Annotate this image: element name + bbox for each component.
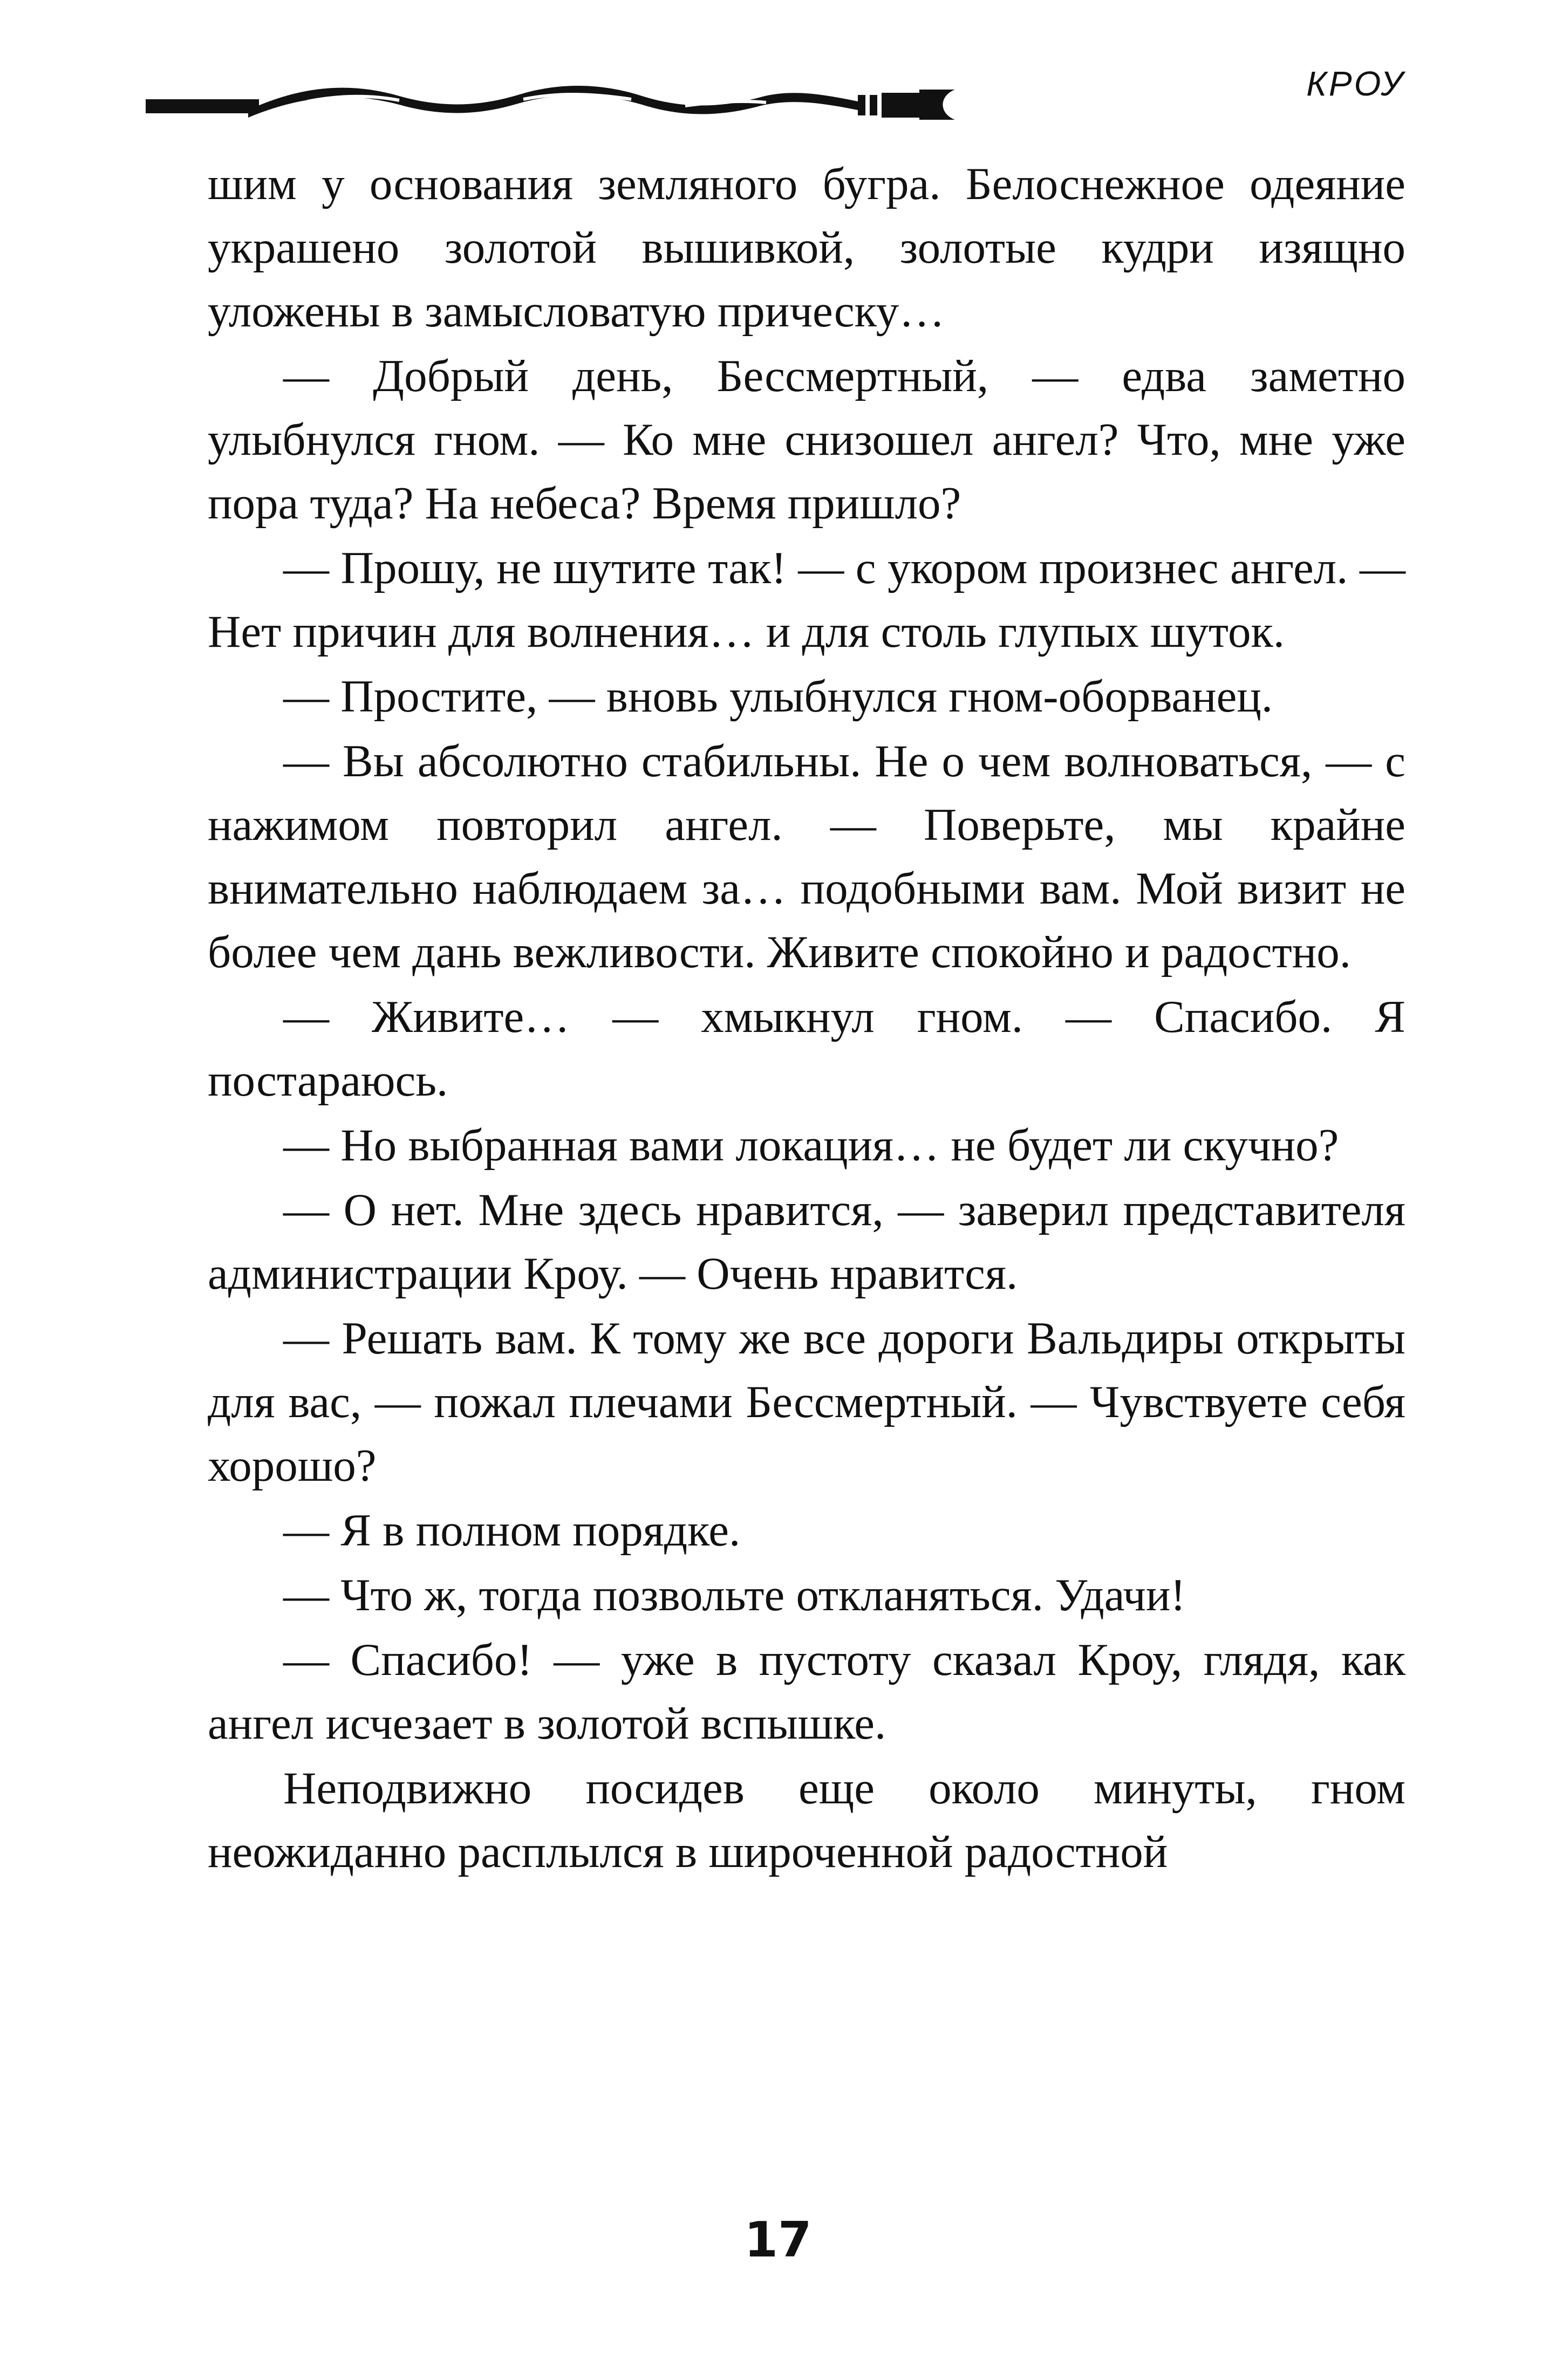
- page-number: 17: [744, 2212, 812, 2268]
- paragraph: — О нет. Мне здесь нравится, — заверил представителя администрации Кроу. — Очень нравится.: [208, 1185, 1405, 1299]
- paragraph: шим у основания земляного бугра. Белоснежное одеяние украшено золотой вышивкой, золотые кудри изящно уложены в замысловатую прическу…: [208, 159, 1405, 337]
- paragraph: — Я в полном порядке.: [283, 1505, 741, 1556]
- ornament-ferrule-3: [882, 93, 919, 118]
- ornament-bar-left: [146, 99, 259, 113]
- ornament-ferrule-1: [858, 95, 865, 115]
- running-head-title: КРОУ: [1306, 64, 1405, 103]
- paragraph: Неподвижно посидев еще около минуты, гном неожиданно расплылся в широченной радостной: [208, 1763, 1405, 1877]
- paragraph: — Вы абсолютно стабильны. Не о чем волноваться, — с нажимом повторил ангел. — Поверьте, мы крайне внимательно наблюдаем за… подобными вам. Мой визит не более чем дань вежливости. Живите спокойно и радостно.: [208, 736, 1405, 977]
- paragraph: — Что ж, тогда позвольте откланяться. Удачи!: [283, 1570, 1186, 1620]
- ornament-highlights: [308, 94, 766, 106]
- page-body-text: [208, 152, 1405, 1885]
- ornament-end-cap: [919, 90, 955, 120]
- ornament-braid: [248, 86, 858, 118]
- ornament-ferrule-2: [870, 95, 877, 115]
- paragraph: — Прошу, не шутите так! — с укором произнес ангел. — Нет причин для волнения… и для столь глупых шуток.: [208, 543, 1405, 657]
- paragraph: — Спасибо! — уже в пустоту сказал Кроу, глядя, как ангел исчезает в золотой вспышке.: [208, 1634, 1405, 1749]
- paragraph: — Добрый день, Бессмертный, — едва заметно улыбнулся гном. — Ко мне снизошел ангел? Что, мне уже пора туда? На небеса? Время пришло?: [208, 351, 1405, 529]
- paragraph: — Но выбранная вами локация… не будет ли скучно?: [283, 1120, 1339, 1171]
- paragraph: — Живите… — хмыкнул гном. — Спасибо. Я постараюсь.: [208, 991, 1405, 1106]
- paragraph: — Простите, — вновь улыбнулся гном-оборванец.: [283, 671, 1273, 722]
- paragraph: — Решать вам. К тому же все дороги Вальдиры открыты для вас, — пожал плечами Бессмертный. — Чувствуете себя хорошо?: [208, 1313, 1405, 1491]
- header-ornament: [146, 64, 966, 128]
